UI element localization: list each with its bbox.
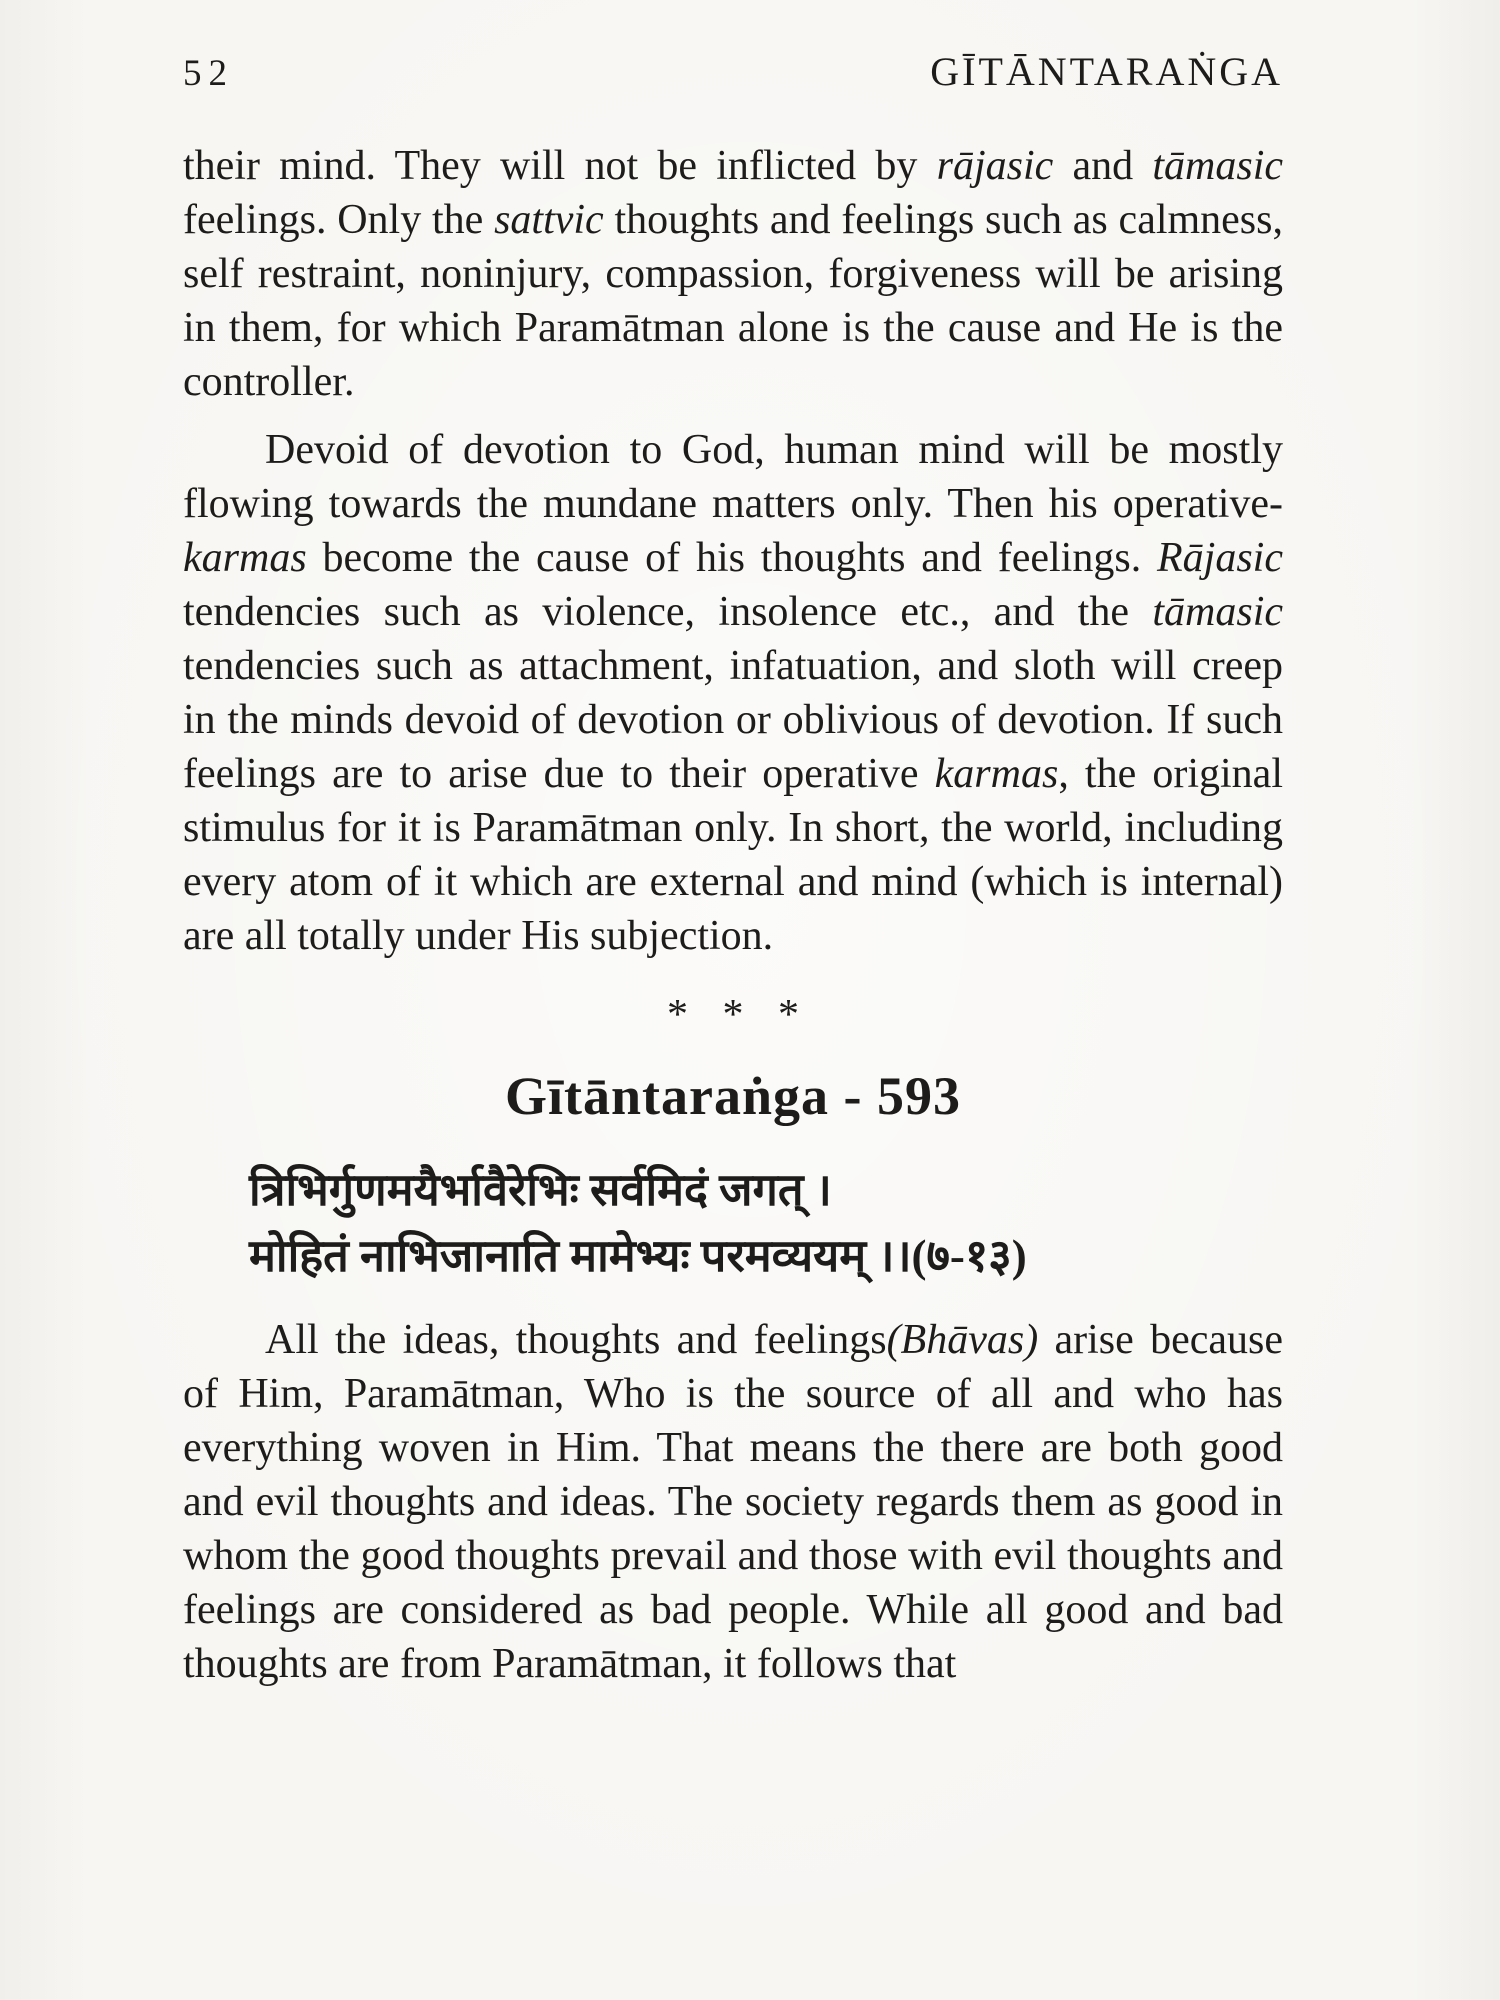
italic-term: karmas [183,535,307,581]
paragraph [183,1313,1283,1691]
italic-term: sattvic [494,197,604,243]
text-run: their mind. They will not be inflicted by [183,143,937,189]
page-header [183,48,1283,95]
italic-term: rājasic [936,143,1054,189]
paragraph [183,423,1283,963]
body-text-top [183,139,1283,963]
italic-term: tāmasic [1152,143,1283,189]
verse-line-2: मोहितं नाभिजानाति मामेभ्यः परमव्ययम् ।।(७-१३) [249,1231,1027,1281]
italic-term: (Bhāvas) [886,1317,1039,1363]
text-run: feelings. Only the [183,197,495,243]
running-title: GĪTĀNTARAṄGA [930,49,1283,94]
text-run: Devoid of devotion to God, human mind will be mostly flowing towards the mundane matters only. Then his operative- [183,427,1283,527]
italic-term: karmas [934,751,1059,797]
page-content [183,48,1283,1705]
paragraph [183,139,1283,409]
text-run: arise because of Him, Paramātman, Who is the source of all and who has everything woven in Him. That means the there are both good and evil thoughts and ideas. The society regards them as good in whom the good thoughts prevail and those with evil thoughts and feelings are considered as bad people. While all good and bad thoughts are from Paramātman, it follows that [183,1317,1283,1687]
text-run: and [1053,143,1153,189]
text-run: thoughts and feelings such as calmness, self restraint, noninjury, compassion, forgiveness will be arising in them, for which Paramātman alone is the cause and He is the controller. [183,197,1283,405]
sanskrit-verse [249,1157,1283,1289]
text-run: , the original stimulus for it is Paramātman only. In short, the world, including every atom of it which are external and mind (which is internal) are all totally under His subjection. [183,751,1283,959]
italic-term: Rājasic [1157,535,1283,581]
italic-term: tāmasic [1152,589,1283,635]
page-number: 52 [183,53,234,94]
body-text-bottom [183,1313,1283,1691]
text-run: tendencies such as violence, insolence etc., and the [183,589,1153,635]
section-separator: * * * [667,992,811,1038]
section-heading: Gītāntaraṅga - 593 [505,1066,961,1126]
text-run: All the ideas, thoughts and feelings [265,1317,887,1363]
verse-line-1: त्रिभिर्गुणमयैर्भावैरेभिः सर्वमिदं जगत् । [249,1165,832,1215]
text-run: tendencies such as attachment, infatuation, and sloth will creep in the minds devoid of devotion or oblivious of devotion. If such feelings are to arise due to their operative [183,643,1283,797]
text-run: become the cause of his thoughts and feelings. [306,535,1158,581]
